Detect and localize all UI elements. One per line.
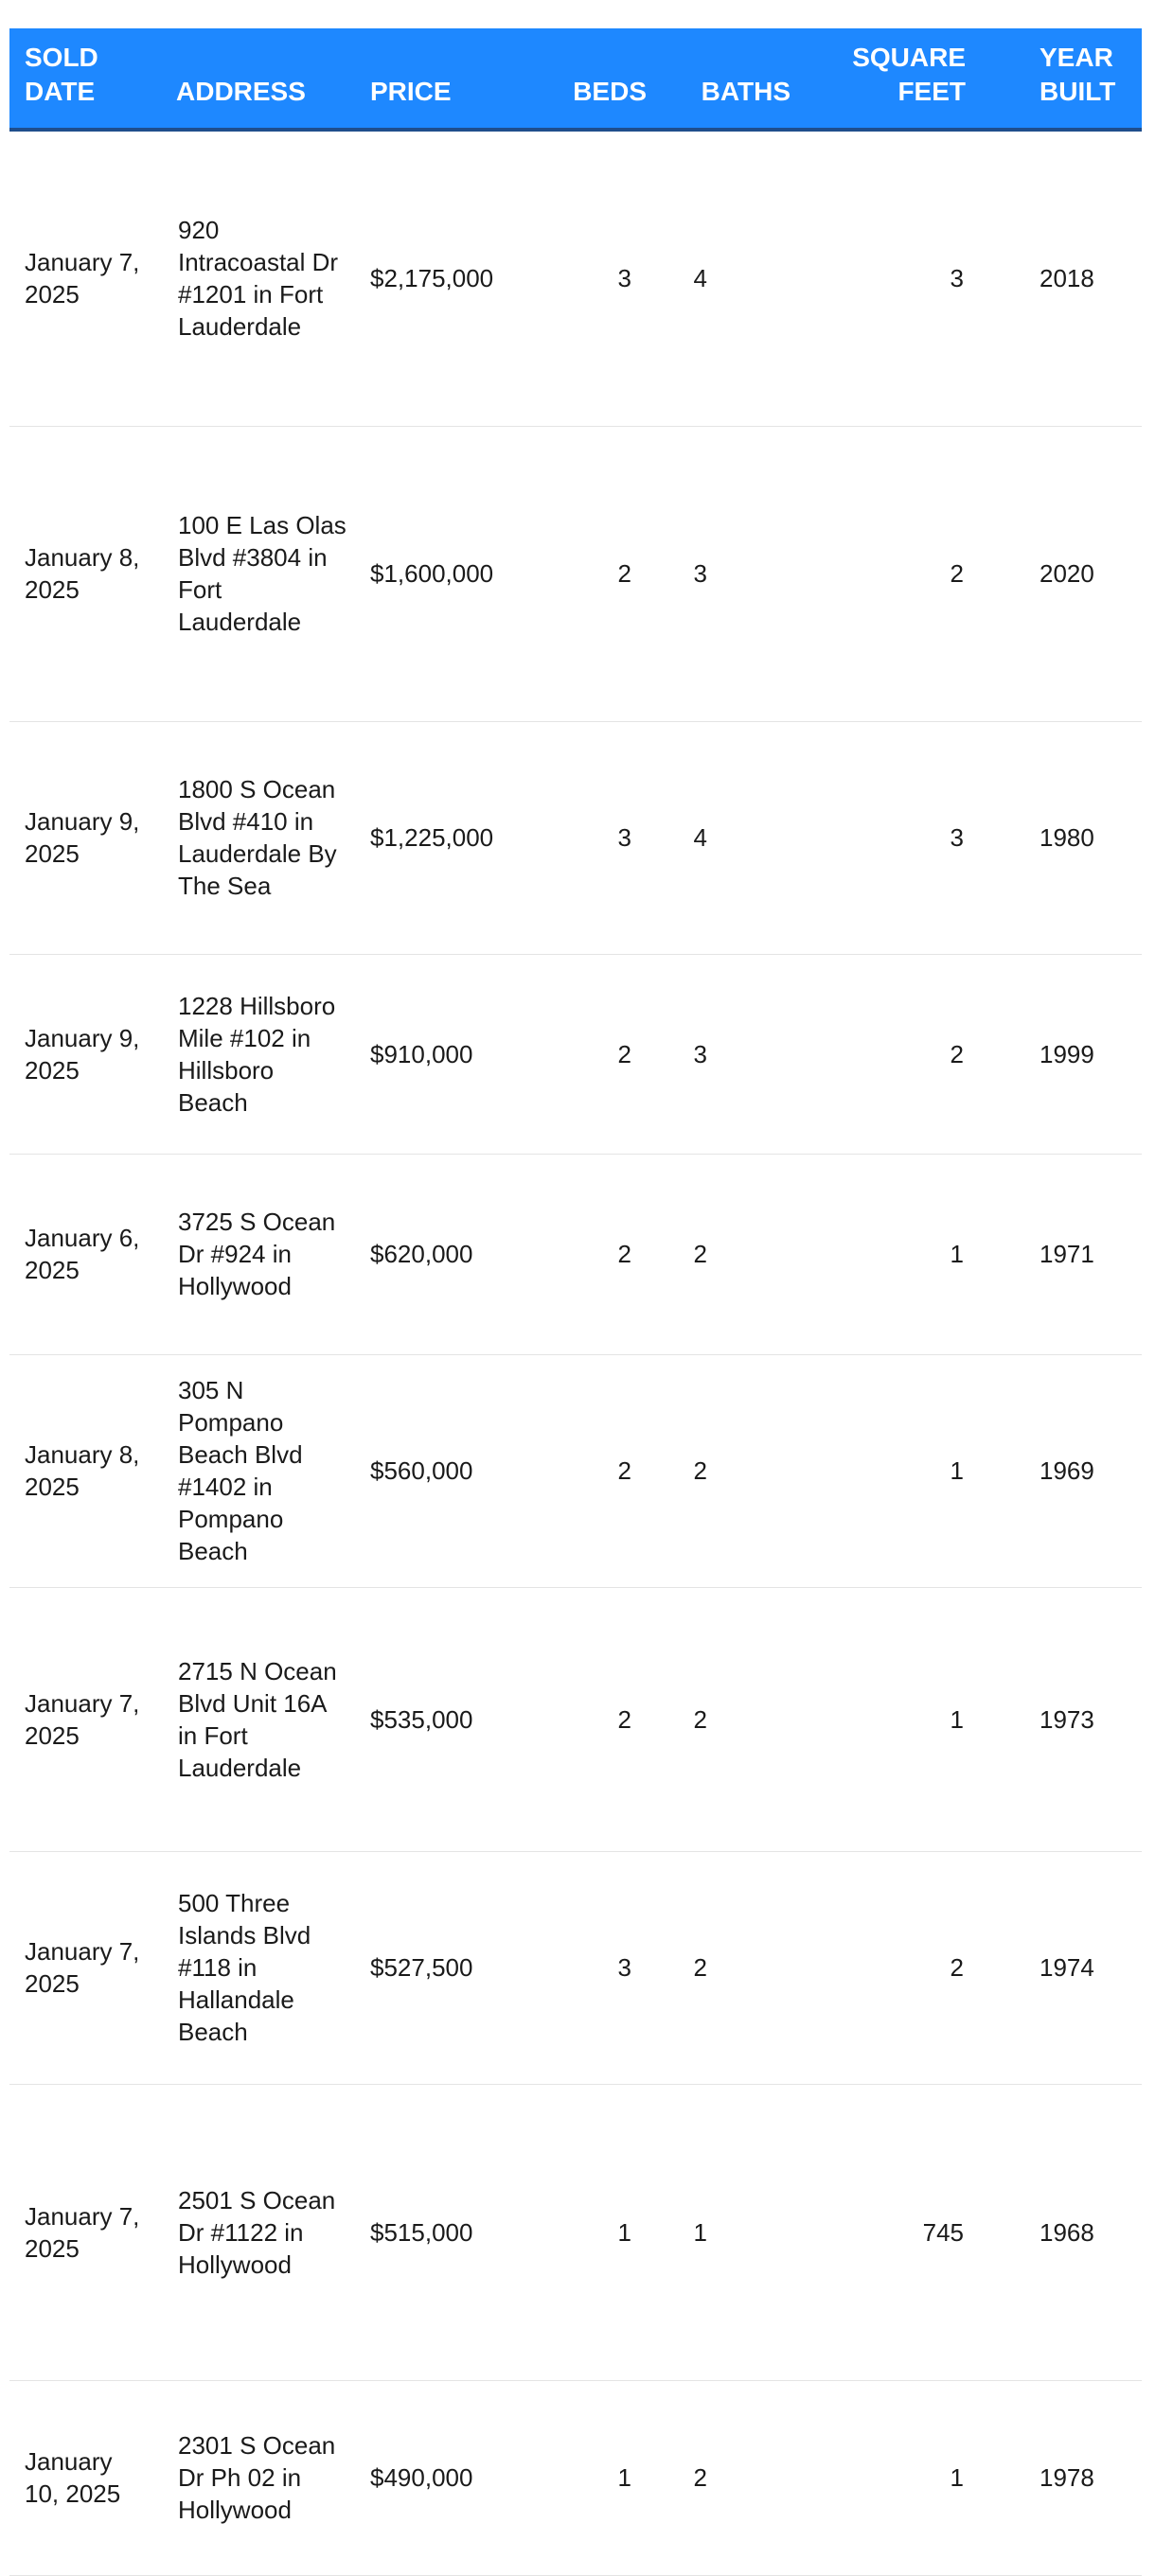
cell-square-feet: 1 [828, 1354, 985, 1587]
cell-year-built: 2018 [985, 130, 1142, 426]
cell-year-built: 1974 [985, 1851, 1142, 2084]
cell-year-built: 1999 [985, 954, 1142, 1154]
cell-year-built: 1973 [985, 1587, 1142, 1851]
cell-square-feet: 2 [828, 954, 985, 1154]
cell-baths: 3 [658, 426, 828, 721]
cell-beds: 3 [540, 721, 658, 954]
cell-beds: 3 [540, 1851, 658, 2084]
cell-sold-date: January 9, 2025 [9, 721, 161, 954]
cell-beds: 2 [540, 1354, 658, 1587]
cell-year-built: 1968 [985, 2084, 1142, 2380]
cell-address: 2501 S Ocean Dr #1122 in Hollywood [161, 2084, 355, 2380]
cell-year-built: 1978 [985, 2380, 1142, 2575]
table-row [9, 2084, 1142, 2380]
cell-sold-date: January 8, 2025 [9, 426, 161, 721]
cell-address: 920 Intracoastal Dr #1201 in Fort Lauderdale [161, 130, 355, 426]
cell-beds: 2 [540, 1587, 658, 1851]
cell-price: $2,175,000 [355, 130, 540, 426]
table-row [9, 426, 1142, 721]
table-body [9, 130, 1142, 2575]
table-row [9, 130, 1142, 426]
cell-address: 2301 S Ocean Dr Ph 02 in Hollywood [161, 2380, 355, 2575]
table-header [9, 28, 1142, 130]
cell-sold-date: January 8, 2025 [9, 1354, 161, 1587]
sales-table-container [9, 28, 1142, 2576]
cell-baths: 4 [658, 130, 828, 426]
cell-price: $560,000 [355, 1354, 540, 1587]
cell-square-feet: 3 [828, 721, 985, 954]
cell-year-built: 1980 [985, 721, 1142, 954]
cell-baths: 2 [658, 1851, 828, 2084]
cell-baths: 2 [658, 1587, 828, 1851]
cell-baths: 2 [658, 2380, 828, 2575]
header-square-feet: SQUARE FEET [828, 28, 985, 130]
cell-year-built: 2020 [985, 426, 1142, 721]
header-price: PRICE [355, 28, 540, 130]
cell-square-feet: 2 [828, 1851, 985, 2084]
cell-beds: 2 [540, 1154, 658, 1354]
table-row [9, 721, 1142, 954]
cell-baths: 2 [658, 1354, 828, 1587]
recent-sales-table [9, 28, 1142, 2576]
cell-square-feet: 745 [828, 2084, 985, 2380]
table-row [9, 1587, 1142, 1851]
table-row [9, 1354, 1142, 1587]
cell-address: 1228 Hillsboro Mile #102 in Hillsboro Beach [161, 954, 355, 1154]
cell-price: $515,000 [355, 2084, 540, 2380]
cell-address: 100 E Las Olas Blvd #3804 in Fort Lauderdale [161, 426, 355, 721]
cell-sold-date: January 10, 2025 [9, 2380, 161, 2575]
cell-beds: 3 [540, 130, 658, 426]
cell-beds: 1 [540, 2380, 658, 2575]
cell-square-feet: 1 [828, 1587, 985, 1851]
cell-sold-date: January 6, 2025 [9, 1154, 161, 1354]
cell-price: $490,000 [355, 2380, 540, 2575]
header-beds: BEDS [540, 28, 658, 130]
cell-sold-date: January 7, 2025 [9, 1587, 161, 1851]
cell-year-built: 1969 [985, 1354, 1142, 1587]
cell-square-feet: 1 [828, 2380, 985, 2575]
cell-address: 305 N Pompano Beach Blvd #1402 in Pompano Beach [161, 1354, 355, 1587]
table-row [9, 2380, 1142, 2575]
cell-price: $535,000 [355, 1587, 540, 1851]
cell-beds: 2 [540, 954, 658, 1154]
table-row [9, 954, 1142, 1154]
cell-sold-date: January 7, 2025 [9, 2084, 161, 2380]
cell-beds: 1 [540, 2084, 658, 2380]
header-year-built: YEAR BUILT [985, 28, 1142, 130]
cell-baths: 3 [658, 954, 828, 1154]
header-row [9, 28, 1142, 130]
cell-square-feet: 3 [828, 130, 985, 426]
table-row [9, 1851, 1142, 2084]
cell-price: $910,000 [355, 954, 540, 1154]
cell-baths: 4 [658, 721, 828, 954]
cell-square-feet: 1 [828, 1154, 985, 1354]
cell-price: $620,000 [355, 1154, 540, 1354]
header-baths: BATHS [658, 28, 828, 130]
table-row [9, 1154, 1142, 1354]
cell-sold-date: January 7, 2025 [9, 1851, 161, 2084]
cell-price: $1,600,000 [355, 426, 540, 721]
cell-address: 500 Three Islands Blvd #118 in Hallandale Beach [161, 1851, 355, 2084]
cell-baths: 1 [658, 2084, 828, 2380]
cell-beds: 2 [540, 426, 658, 721]
cell-square-feet: 2 [828, 426, 985, 721]
cell-baths: 2 [658, 1154, 828, 1354]
cell-address: 1800 S Ocean Blvd #410 in Lauderdale By The Sea [161, 721, 355, 954]
cell-sold-date: January 7, 2025 [9, 130, 161, 426]
cell-price: $1,225,000 [355, 721, 540, 954]
header-sold-date: SOLD DATE [9, 28, 161, 130]
cell-year-built: 1971 [985, 1154, 1142, 1354]
cell-price: $527,500 [355, 1851, 540, 2084]
cell-address: 3725 S Ocean Dr #924 in Hollywood [161, 1154, 355, 1354]
cell-sold-date: January 9, 2025 [9, 954, 161, 1154]
cell-address: 2715 N Ocean Blvd Unit 16A in Fort Lauderdale [161, 1587, 355, 1851]
header-address: ADDRESS [161, 28, 355, 130]
